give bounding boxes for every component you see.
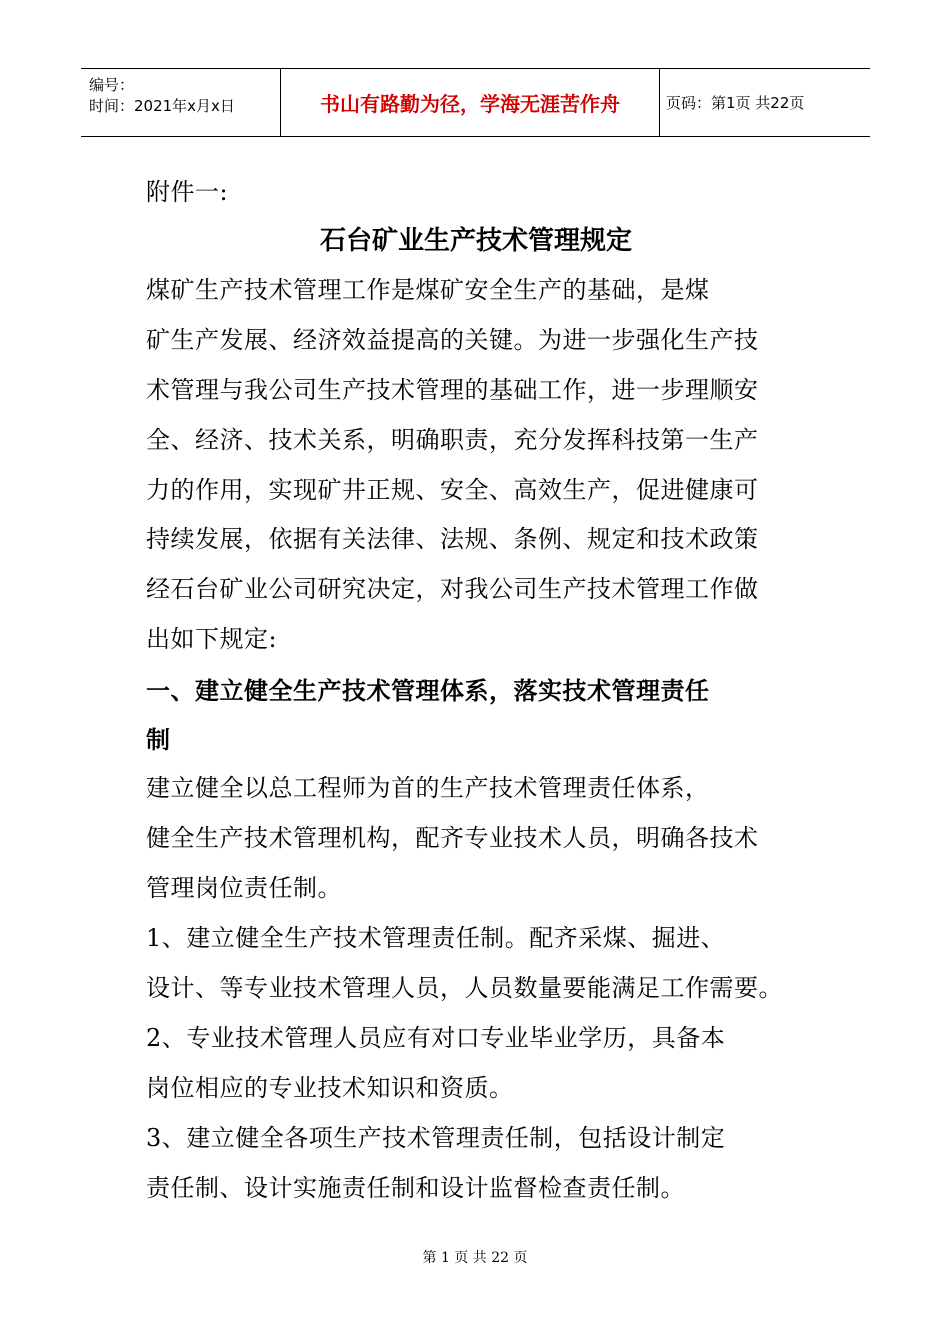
paragraph-line: 煤矿生产技术管理工作是煤矿安全生产的基础，是煤 bbox=[146, 276, 710, 304]
list-item-line: 1、建立健全生产技术管理责任制。配齐采煤、掘进、 bbox=[146, 924, 726, 952]
list-item-line: 岗位相应的专业技术知识和资质。 bbox=[146, 1074, 514, 1102]
list-item-line: 3、建立健全各项生产技术管理责任制，包括设计制定 bbox=[146, 1124, 726, 1152]
paragraph-line: 建立健全以总工程师为首的生产技术管理责任体系， bbox=[146, 774, 710, 802]
header-page-info: 页码：第1页 共22页 bbox=[666, 94, 805, 112]
list-item-line: 责任制、设计实施责任制和设计监督检查责任制。 bbox=[146, 1174, 685, 1202]
paragraph-line: 全、经济、技术关系，明确职责，充分发挥科技第一生产 bbox=[146, 426, 759, 454]
paragraph-line: 术管理与我公司生产技术管理的基础工作，进一步理顺安 bbox=[146, 376, 759, 404]
list-item-line: 设计、等专业技术管理人员，人员数量要能满足工作需要。 bbox=[146, 974, 783, 1002]
paragraph-line: 矿生产发展、经济效益提高的关键。为进一步强化生产技 bbox=[146, 326, 759, 354]
paragraph-line: 健全生产技术管理机构，配齐专业技术人员，明确各技术 bbox=[146, 824, 759, 852]
header-meta bbox=[81, 69, 281, 136]
page-header bbox=[81, 68, 870, 137]
attachment-label: 附件一: bbox=[146, 178, 229, 206]
document-title: 石台矿业生产技术管理规定 bbox=[319, 226, 632, 256]
section-heading: 制 bbox=[146, 726, 171, 754]
paragraph-line: 出如下规定: bbox=[146, 625, 278, 653]
page-footer: 第 1 页 共 22 页 bbox=[422, 1250, 528, 1266]
list-item-line: 2、专业技术管理人员应有对口专业毕业学历，具备本 bbox=[146, 1024, 726, 1052]
paragraph-line: 力的作用，实现矿井正规、安全、高效生产，促进健康可 bbox=[146, 476, 759, 504]
paragraph-line: 经石台矿业公司研究决定，对我公司生产技术管理工作做 bbox=[146, 575, 759, 603]
number-label: 编号： bbox=[89, 76, 135, 94]
date-label: 时间：2021年x月x日 bbox=[89, 97, 235, 115]
paragraph-line: 管理岗位责任制。 bbox=[146, 874, 342, 902]
paragraph-line: 持续发展，依据有关法律、法规、条例、规定和技术政策 bbox=[146, 525, 759, 553]
header-motto: 书山有路勤为径，学海无涯苦作舟 bbox=[281, 69, 660, 136]
section-heading: 一、建立健全生产技术管理体系，落实技术管理责任 bbox=[146, 677, 710, 705]
